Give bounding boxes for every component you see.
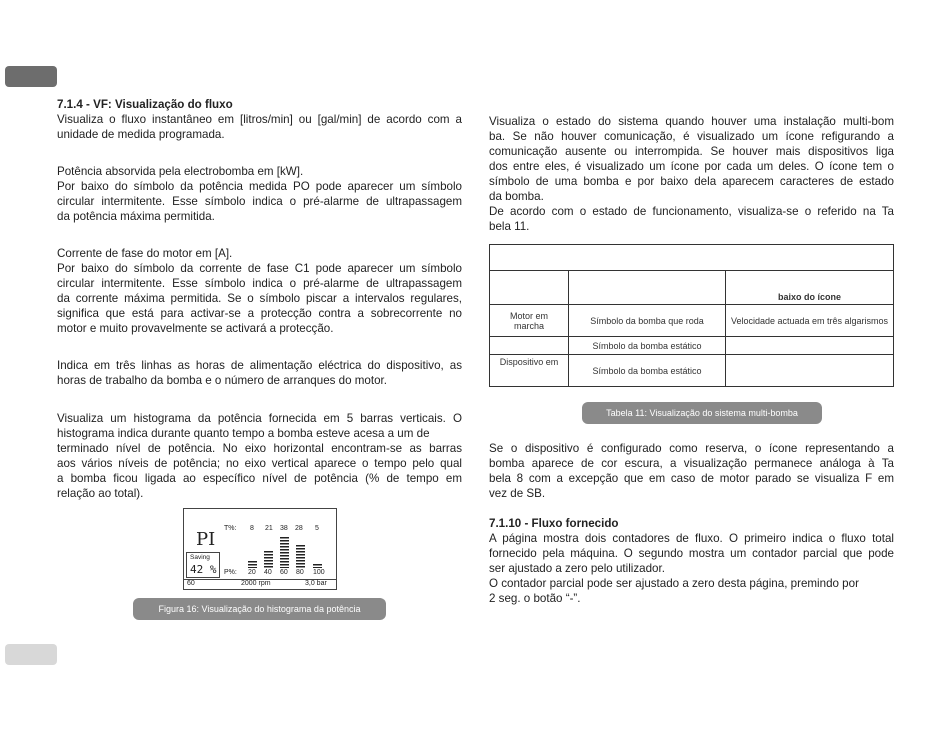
table-title-cell [490, 245, 894, 271]
paragraph-reserve: Se o dispositivo é configurado como reserva, o ícone representando a bomba aparece de cor escura, a visualização permanece análoga à Ta bela 8 com a excepção que em caso de motor parado se visualiza F em vez de SB. [489, 442, 894, 500]
chapter-tab [5, 66, 57, 87]
display-title: PI [196, 529, 216, 550]
multipump-table [489, 244, 894, 387]
table-cell: Dispositivo em [490, 355, 569, 387]
t-value: 28 [295, 525, 303, 532]
table-cell [726, 337, 894, 355]
table-cell: Símbolo da bomba que roda [569, 305, 726, 337]
histogram-bar [313, 564, 322, 568]
p-percent-label: P%: [224, 569, 237, 576]
p-value: 60 [280, 569, 288, 576]
paragraph-flow-counters: A página mostra dois contadores de fluxo. O primeiro indica o fluxo total fornecido pela máquina. O segundo mostra um contador parcial que pode ser ajustado a zero pelo utilizador. O contador parcial pode ser ajustado a zero desta página, premindo por 2 seg. o botão “-”. [489, 532, 894, 605]
histogram-bar [296, 545, 305, 568]
histogram-bar [248, 561, 257, 568]
paragraph-multipump: Visualiza o estado do sistema quando houver uma instalação multi-bom ba. Se não houver comunicação, é visualizado um ícone refigurando a comunicação ausente ou interrompida. Se houver mais dispositivos liga dos entre eles, é visualizado um ícone por cada um deles. O ícone tem o símbolo de uma bomba e por baixo dela aparecem caracteres de estado da bomba. De acordo com o estado de funcionamento, visualiza-se o referido na Ta bela 11. [489, 115, 894, 233]
display-pressure: 3,0 bar [305, 580, 327, 587]
t-value: 8 [250, 525, 254, 532]
t-value: 38 [280, 525, 288, 532]
table-cell: Símbolo da bomba estático [569, 355, 726, 387]
histogram-bar [264, 551, 273, 568]
table-cell [726, 355, 894, 387]
paragraph-hours: Indica em três linhas as horas de alimentação eléctrica do dispositivo, as horas de trabalho da bomba e o número de arranques do motor. [57, 359, 462, 387]
display-speed: 2000 rpm [241, 580, 271, 587]
histogram-display [183, 508, 337, 590]
figure-caption: Figura 16: Visualização do histograma da potência [133, 598, 386, 620]
t-value: 21 [265, 525, 273, 532]
table-header-cell: baixo do ícone [726, 271, 894, 305]
p-value: 20 [248, 569, 256, 576]
table-cell: Velocidade actuada em três algarismos [726, 305, 894, 337]
saving-box [186, 552, 220, 578]
table-header-cell [490, 271, 569, 305]
table-header-cell [569, 271, 726, 305]
p-value: 80 [296, 569, 304, 576]
saving-label: Saving [190, 554, 210, 561]
page-tab [5, 644, 57, 665]
saving-value: 42 % [190, 563, 217, 576]
t-value: 5 [315, 525, 319, 532]
table-cell [490, 337, 569, 355]
paragraph-current: Corrente de fase do motor em [A]. Por baixo do símbolo da corrente de fase C1 pode aparecer um símbolo circular intermitente. Esse símbolo indica o pré-alarme de ultrapassagem da corrente máxima permitida. Se o símbolo piscar a intervalos regulares, significa que está para activar-se a protecção contra a sobrecorrente no motor e muito provavelmente se activará a protecção. [57, 247, 462, 335]
paragraph-flow: Visualiza o fluxo instantâneo em [litros/min] ou [gal/min] de acordo com a unidade de medida programada. [57, 113, 462, 141]
t-percent-label: T%: [224, 525, 237, 532]
display-bottom-left: 60 [187, 580, 195, 587]
table-caption: Tabela 11: Visualização do sistema multi-bomba [582, 402, 822, 424]
paragraph-power: Potência absorvida pela electrobomba em [kW]. Por baixo do símbolo da potência medida PO pode aparecer um símbolo circular intermitente. Esse símbolo indica o pré-alarme de ultrapassagem da potência máxima permitida. [57, 165, 462, 223]
table-cell: Motor em marcha [490, 305, 569, 337]
p-value: 40 [264, 569, 272, 576]
section-heading-vf: 7.1.4 - VF: Visualização do fluxo [57, 98, 233, 111]
table-cell: Símbolo da bomba estático [569, 337, 726, 355]
p-value: 100 [313, 569, 325, 576]
paragraph-histogram: Visualiza um histograma da potência fornecida em 5 barras verticais. O histograma indica durante quanto tempo a bomba esteve acesa a um de terminado nível de potência. No eixo horizontal encontram-se as barras aos vários níveis de potência; no eixo vertical aparece o tempo pelo qual a bomba ficou ligada ao específico nível de potência (% de tempo em relação ao total). [57, 412, 462, 500]
section-heading-flow: 7.1.10 - Fluxo fornecido [489, 517, 619, 530]
histogram-bar [280, 537, 289, 568]
